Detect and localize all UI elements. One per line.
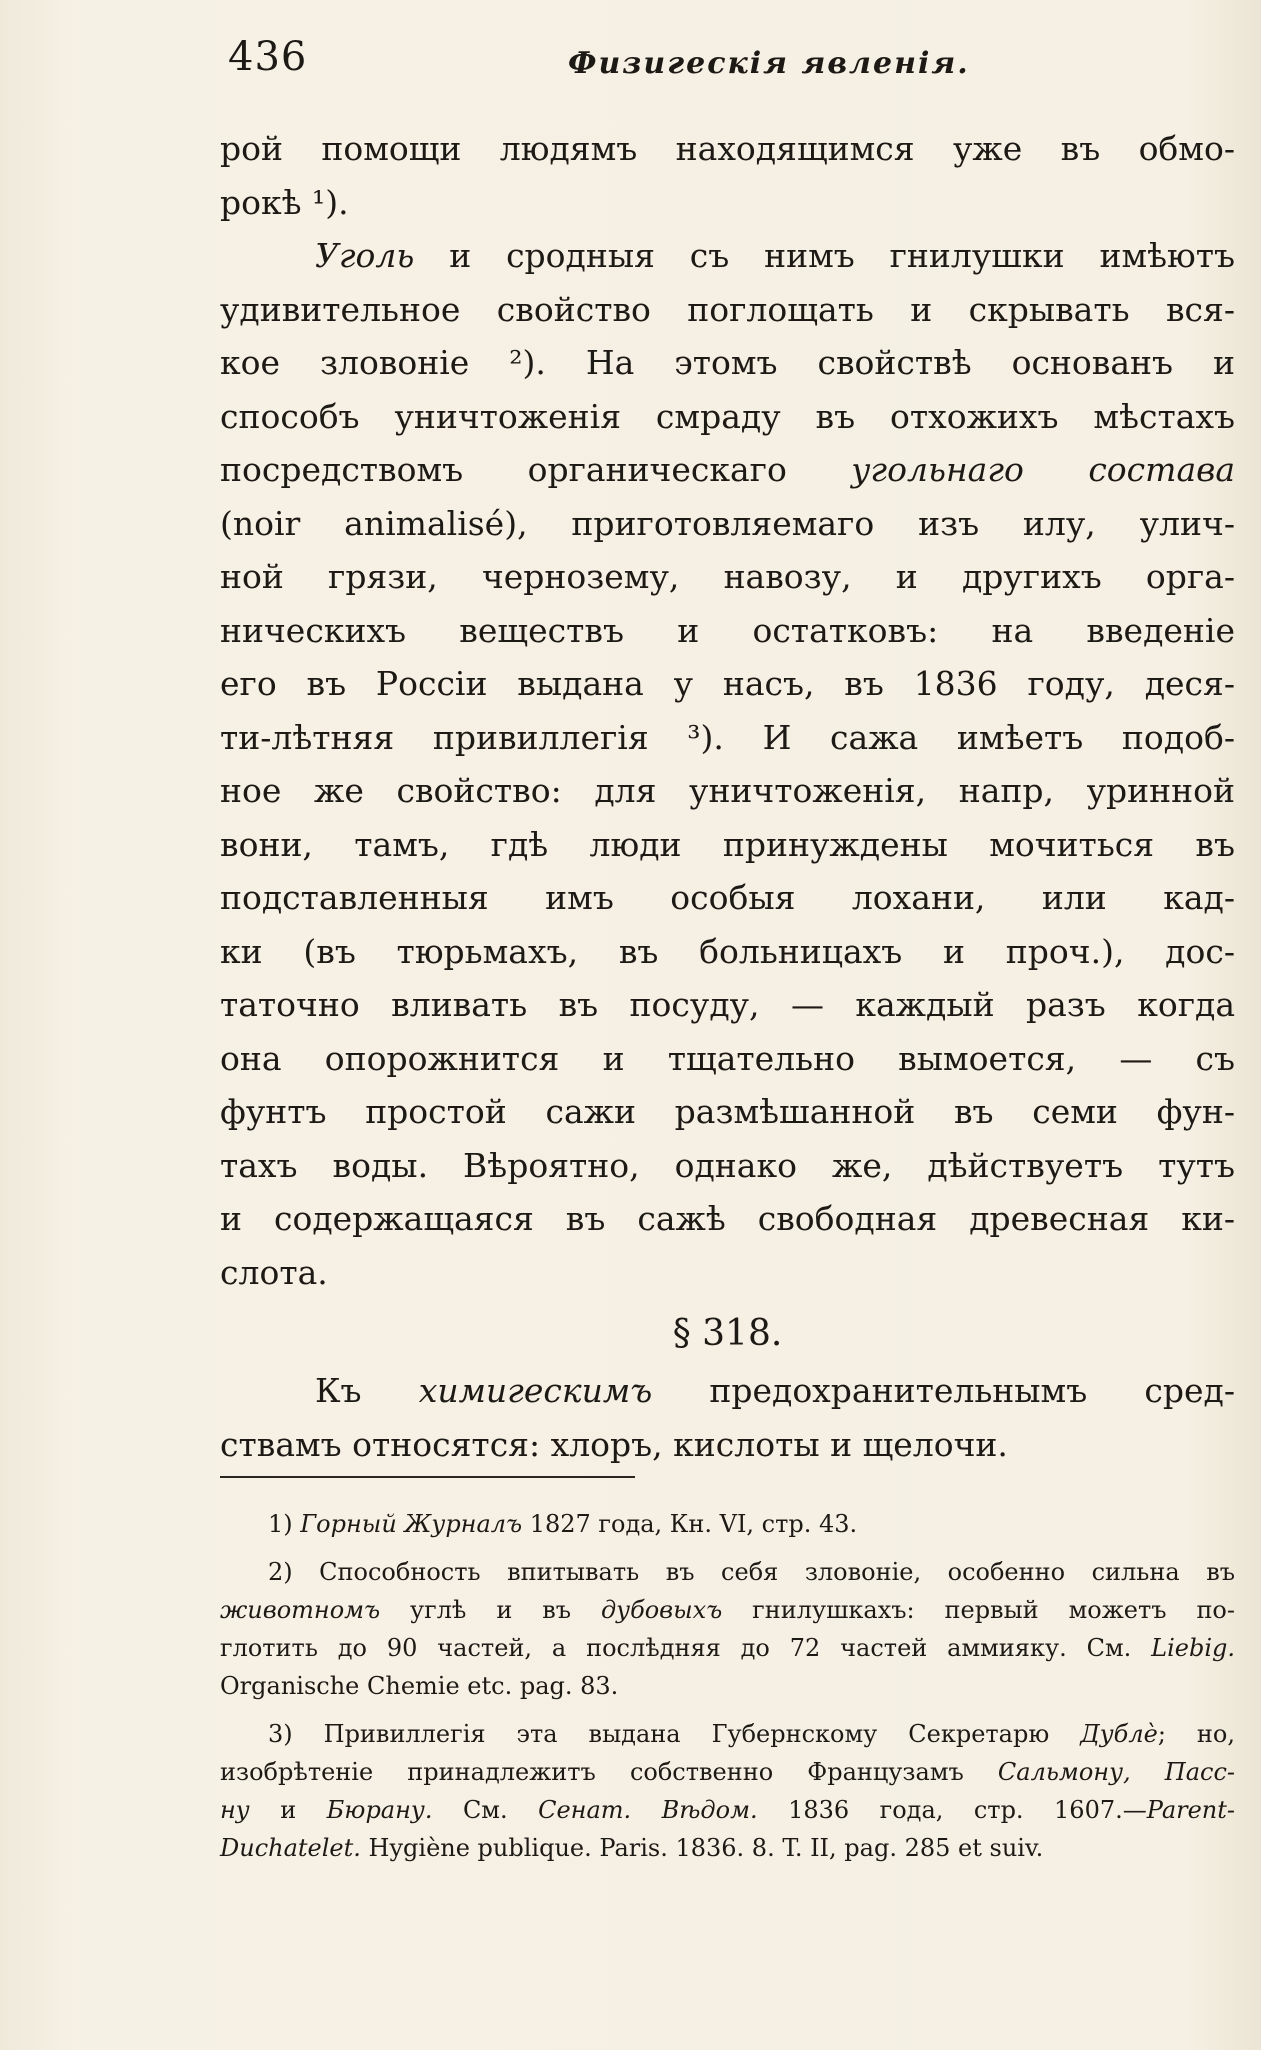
emphasis-word: Parent- xyxy=(1146,1796,1236,1824)
text-fragment: 1836 года, стр. 1607.— xyxy=(757,1796,1147,1824)
emphasis-word: Liebig. xyxy=(1151,1634,1235,1662)
page-number: 436 xyxy=(228,34,308,80)
text-line: ти-лѣтняя привиллегія ³). И сажа имѣетъ подоб- xyxy=(220,717,1235,757)
text-line xyxy=(220,1364,1235,1418)
text-fragment: предохранительнымъ сред- xyxy=(652,1371,1235,1410)
emphasis-phrase: Сальмону, Пасс- xyxy=(997,1758,1235,1786)
text-fragment: гнилушкахъ: первый можетъ по- xyxy=(722,1596,1235,1624)
footnote-line xyxy=(220,1753,1235,1791)
text-fragment: 3) Привиллегія эта выдана Губернскому Секретарю xyxy=(268,1720,1081,1748)
text-line: таточно вливать въ посуду, — каждый разъ когда xyxy=(220,985,1235,1024)
text-line: и содержащаяся въ сажѣ свободная древесная ки- xyxy=(220,1199,1235,1238)
text-fragment: углѣ и въ xyxy=(380,1596,601,1624)
emphasis-word: химигескимъ xyxy=(418,1371,653,1410)
text-fragment: См. xyxy=(432,1796,539,1824)
emphasis-phrase: Горный Журналъ xyxy=(300,1510,523,1538)
main-text xyxy=(220,122,1235,1471)
footnote-marker: 1) xyxy=(268,1510,293,1538)
emphasis-word: животномъ xyxy=(220,1596,381,1624)
footnote-2 xyxy=(220,1553,1235,1705)
text-line: удивительное свойство поглощать и скрывать вся- xyxy=(220,289,1235,329)
text-fragment: Къ xyxy=(315,1371,419,1410)
text-line: тахъ воды. Вѣроятно, однако же, дѣйствуетъ тутъ xyxy=(220,1145,1235,1185)
footnote-line xyxy=(220,1629,1235,1667)
emphasis-word: Duchatelet. xyxy=(220,1834,361,1862)
text-fragment: и сродныя съ нимъ гнилушки имѣютъ xyxy=(414,236,1235,275)
text-line: она опорожнится и тщательно вымоется, — съ xyxy=(220,1038,1235,1078)
footnote-line xyxy=(220,1505,1235,1543)
emphasis-phrase: Сенат. Вѣдом. xyxy=(538,1796,758,1824)
page-header xyxy=(228,30,1228,90)
footnote-line: Organische Chemie etc. pag. 83. xyxy=(220,1672,619,1700)
emphasis-word: Уголь xyxy=(315,236,415,275)
text-fragment: Hygiène publique. Paris. 1836. 8. T. II, pag. 285 et suiv. xyxy=(360,1834,1044,1862)
footnote-line: 2) Способность впитывать въ себя зловоніе, особенно сильна въ xyxy=(268,1558,1235,1586)
emphasis-word: ну xyxy=(220,1796,250,1824)
text-line: кое зловоніе ²). На этомъ свойствѣ основанъ и xyxy=(220,343,1235,382)
text-line: подставленныя имъ особыя лохани, или кад- xyxy=(220,878,1235,917)
footnote-line xyxy=(220,1791,1235,1829)
text-line: его въ Россіи выдана у насъ, въ 1836 году, деся- xyxy=(220,664,1235,703)
footnotes xyxy=(220,1505,1235,1877)
running-title: Физигескія явленія. xyxy=(568,46,970,81)
text-fragment: глотить до 90 частей, а послѣдняя до 72 частей аммияку. См. xyxy=(220,1634,1132,1662)
text-line xyxy=(220,443,1235,497)
footnote-line xyxy=(220,1591,1235,1629)
text-line: способъ уничтоженія смраду въ отхожихъ мѣстахъ xyxy=(220,396,1235,436)
text-line: фунтъ простой сажи размѣшанной въ семи фун- xyxy=(220,1092,1235,1131)
emphasis-word: Дублè xyxy=(1080,1720,1158,1748)
footnote-rule xyxy=(220,1476,635,1478)
text-line: слота. xyxy=(220,1252,328,1292)
text-line: рой помощи людямъ находящимся уже въ обмо- xyxy=(220,129,1235,168)
emphasis-phrase: угольнаго состава xyxy=(851,450,1235,489)
text-fragment: 1827 года, Кн. VI, стр. 43. xyxy=(522,1510,858,1538)
text-fragment: ; но, xyxy=(1157,1720,1235,1748)
emphasis-word: Бюрану. xyxy=(326,1796,433,1824)
text-line xyxy=(220,229,1235,283)
text-fragment: и xyxy=(249,1796,327,1824)
footnote-line xyxy=(220,1829,1235,1867)
text-fragment: изобрѣтеніе принадлежитъ собственно Французамъ xyxy=(220,1758,998,1786)
footnote-3 xyxy=(220,1715,1235,1867)
text-line: ное же свойство: для уничтоженія, напр, уринной xyxy=(220,771,1235,810)
text-line: ной грязи, чернозему, навозу, и другихъ орга- xyxy=(220,557,1235,596)
text-line: (noir animalisé), приготовляемаго изъ илу, улич- xyxy=(220,503,1235,543)
text-line: вони, тамъ, гдѣ люди принуждены мочиться въ xyxy=(220,824,1235,864)
emphasis-word: дубовыхъ xyxy=(600,1596,723,1624)
text-line: рокѣ ¹). xyxy=(220,182,349,222)
text-line: ствамъ относятся: хлоръ, кислоты и щелочи. xyxy=(220,1424,1008,1464)
text-line: ки (въ тюрьмахъ, въ больницахъ и проч.), дос- xyxy=(220,931,1235,971)
footnote-line xyxy=(220,1715,1235,1753)
footnote-1 xyxy=(220,1505,1235,1543)
section-heading: § 318. xyxy=(672,1313,783,1354)
text-fragment: посредствомъ органическаго xyxy=(220,450,852,489)
text-line: ническихъ веществъ и остатковъ: на введеніе xyxy=(220,610,1235,650)
